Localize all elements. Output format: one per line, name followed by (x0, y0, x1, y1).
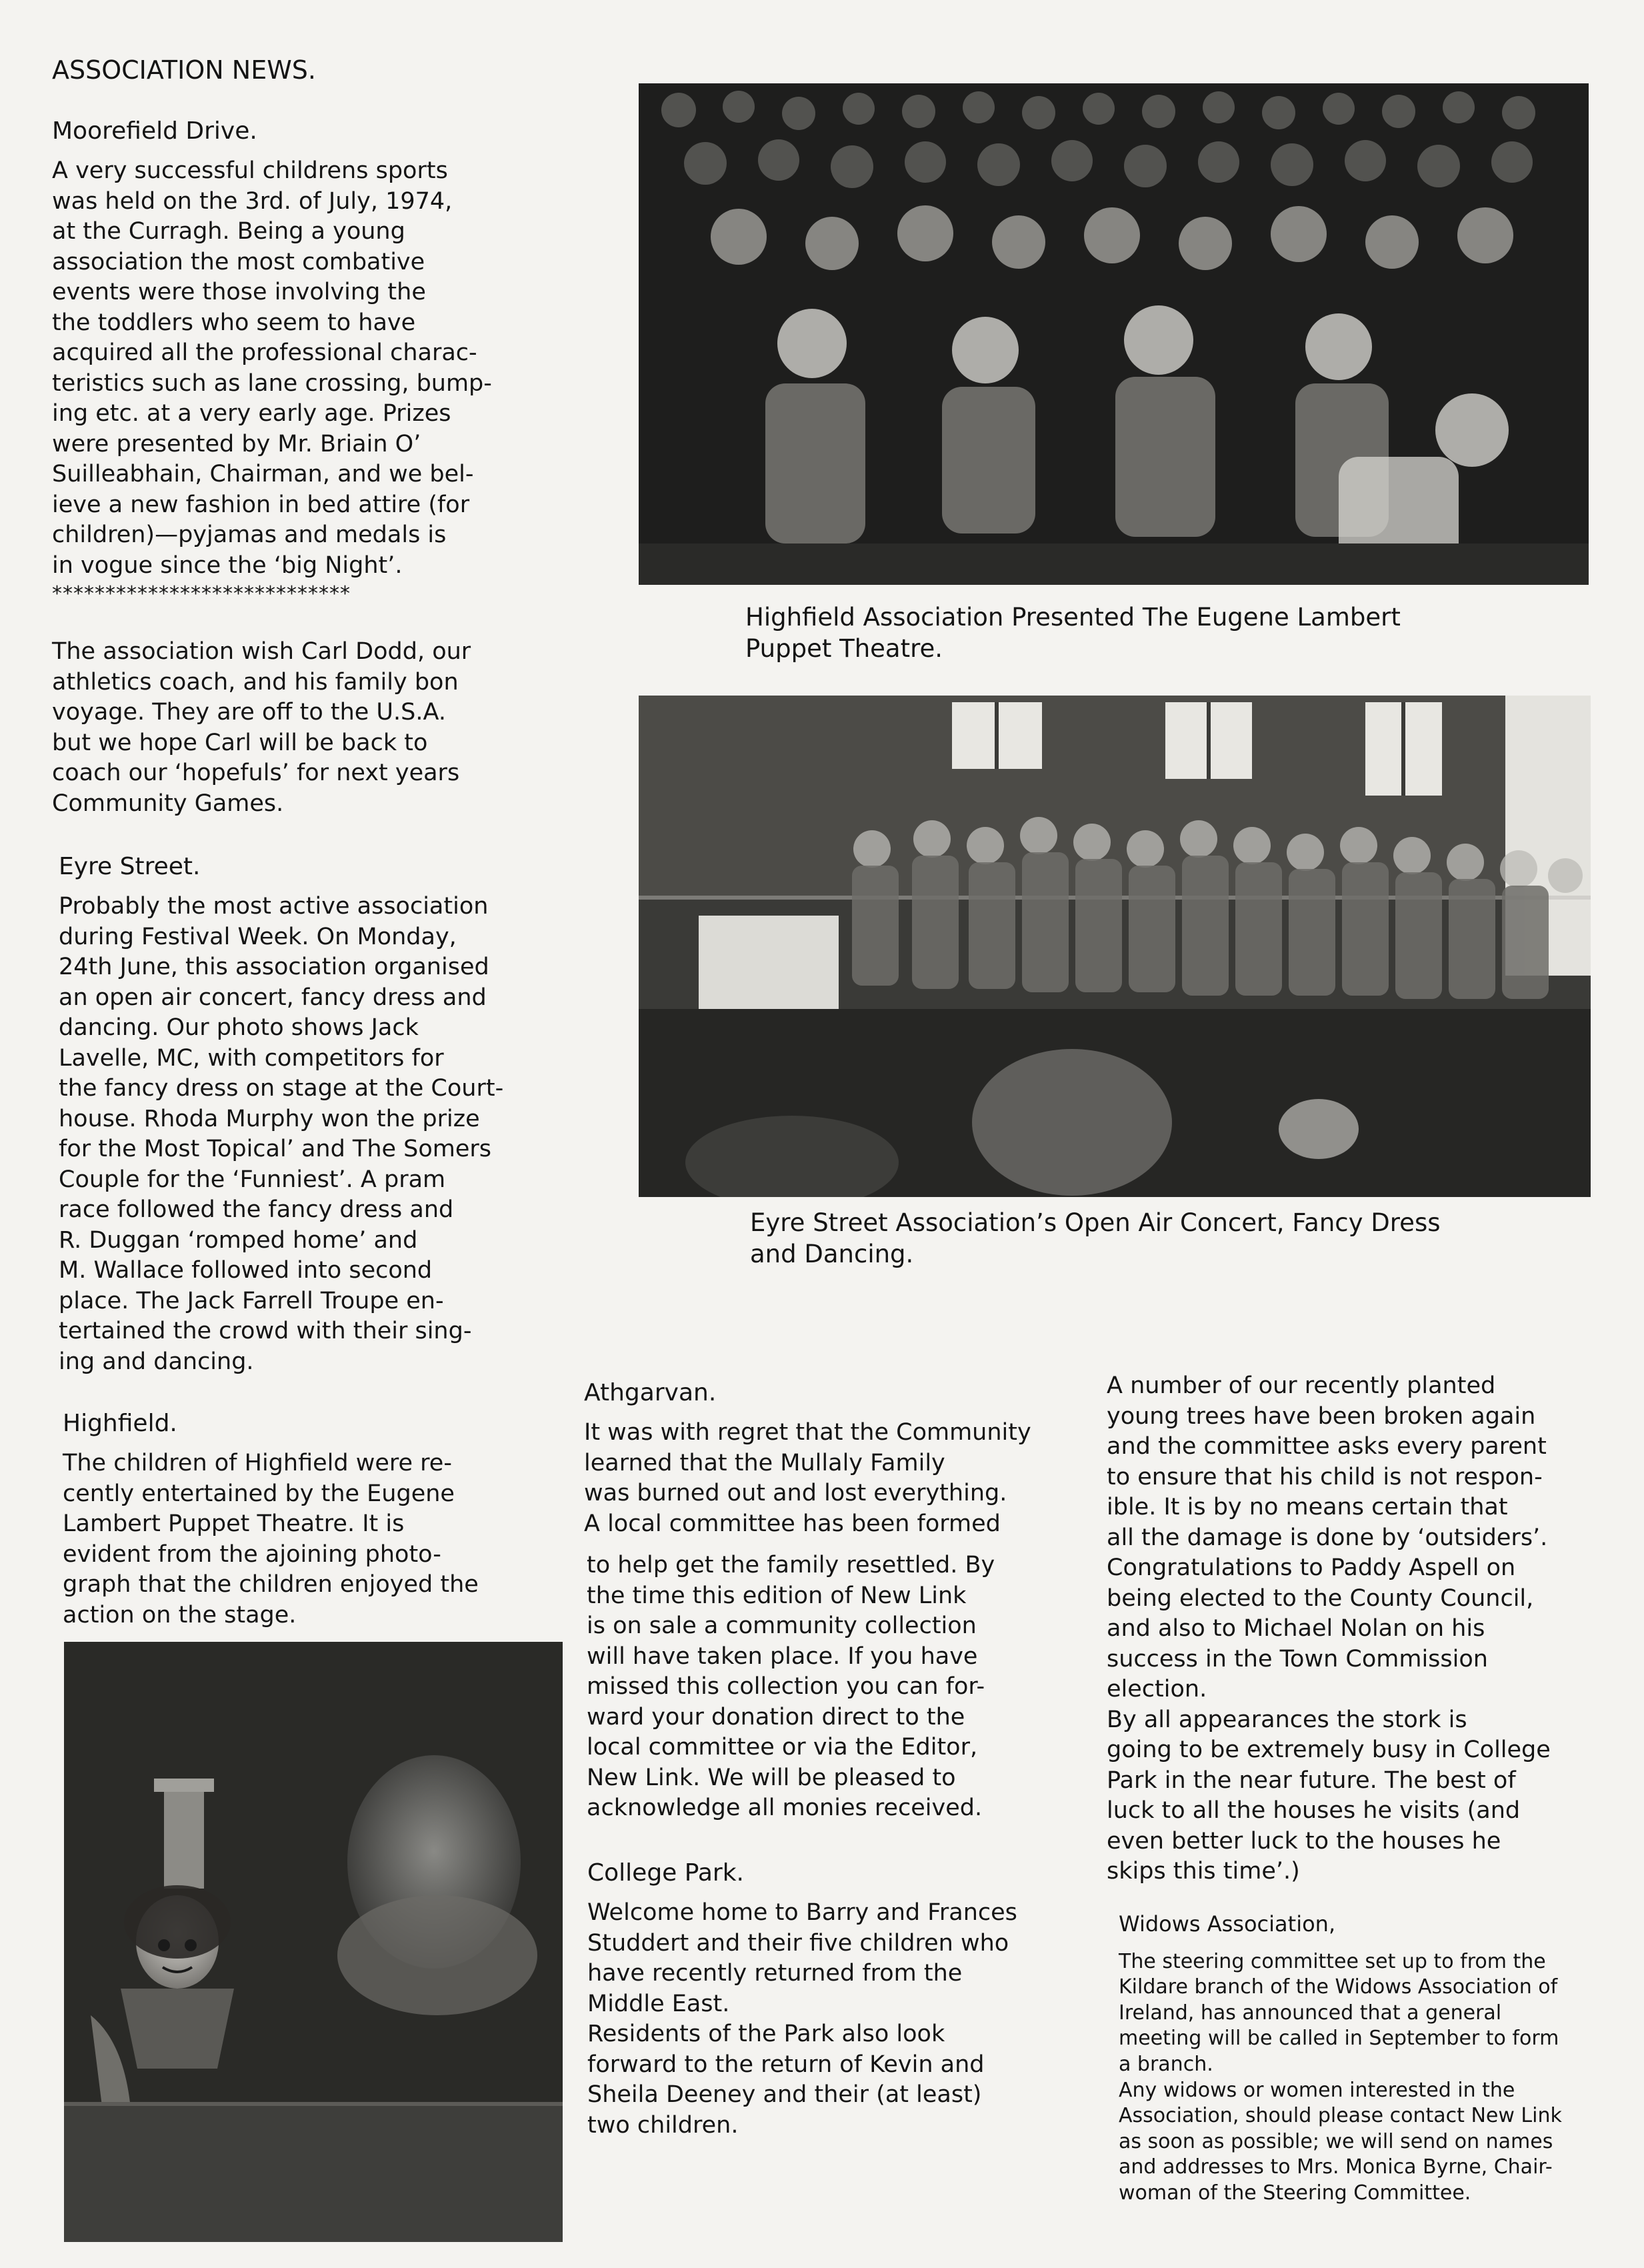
masthead-text: ASSOCIATION NEWS. (52, 55, 316, 85)
section-divider: **************************** (52, 582, 351, 606)
highfield-photo-caption: Highfield Association Presented The Eugene Lambert Puppet Theatre. (745, 603, 1401, 663)
moorefield-heading: Moorefield Drive. (52, 117, 257, 145)
athgarvan-section (584, 1378, 1104, 1539)
eyre-concert-image (639, 696, 1591, 1197)
moorefield-body: A very successful childrens sports was held on the 3rd. of July, 1974, at the Curragh. Being a young association the most combative events were those involving the the toddlers who seem to have acquired all the professional charac- teristics such as lane crossing, bump- ing etc. at a very early age. Prizes were presented by Mr. Briain O’ Suilleabhain, Chairman, and we bel- ieve a new fashion in bed attire (for children)—pyjamas and medals is in vogue since the ‘big Night’. (52, 157, 492, 579)
widows-heading: Widows Association, (1119, 1911, 1336, 1937)
moorefield-farewell (52, 637, 559, 819)
moorefield-section (52, 116, 559, 608)
college-park-section (587, 1858, 1107, 2141)
highfield-heading: Highfield. (63, 1410, 177, 1437)
athgarvan-heading: Athgarvan. (584, 1379, 717, 1406)
eyre-photo-caption: Eyre Street Association’s Open Air Concert, Fancy Dress and Dancing. (750, 1208, 1441, 1268)
widows-body: The steering committee set up to from the Kildare branch of the Widows Association of Ireland, has announced that a general meeting will be called in September to form a branch. Any widows or women interested in the Association, should please contact New Link as soon as possible; we will send on names and addresses to Mrs. Monica Byrne, Chair- woman of the Steering Committee. (1119, 1949, 1562, 2205)
college-park-heading: College Park. (587, 1859, 745, 1887)
eyre-concert-photo (639, 696, 1591, 1197)
puppet-photo (64, 1642, 563, 2242)
athgarvan-body-2: to help get the family resettled. By the time this edition of New Link is on sale a community collection will have taken place. If you have missed this collection you can for- ward your donation direct to the local committee or via the Editor, New Link. We will be pleased to acknowledge all monies received. (587, 1552, 995, 1821)
college-park-continued (1107, 1371, 1613, 1887)
widows-section (1119, 1911, 1625, 2207)
masthead (52, 55, 519, 85)
farewell-body: The association wish Carl Dodd, our athletics coach, and his family bon voyage. They are off to the U.S.A. but we hope Carl will be back to coach our ‘hopefuls’ for next years Community Games. (52, 638, 471, 817)
athgarvan-continued (587, 1550, 1107, 1824)
eyre-body: Probably the most active association during Festival Week. On Monday, 24th June, this association organised an open air concert, fancy dress and dancing. Our photo shows Jack Lavelle, MC, with competitors for the fancy dress on stage at the Court- house. Rhoda Murphy won the prize for the Most Topical’ and The Somers Couple for the ‘Funniest’. A pram race followed the fancy dress and R. Duggan ‘romped home’ and M. Wallace followed into second place. The Jack Farrell Troupe en- tertained the crowd with their sing- ing and dancing. (59, 893, 504, 1375)
highfield-audience-photo (639, 83, 1589, 585)
eyre-heading: Eyre Street. (59, 853, 201, 880)
athgarvan-body-1: It was with regret that the Community learned that the Mullaly Family was burned out and lost everything. A local committee has been formed (584, 1419, 1031, 1537)
college-park-continued-body: A number of our recently planted young trees have been broken again and the committee asks every parent to ensure that his child is not respon- ible. It is by no means certain that all the damage is done by ‘outsiders’. Congratulations to Paddy Aspell on being elected to the County Council, and also to Michael Nolan on his success in the Town Commission election. By all appearances the stork is going to be extremely busy in College Park in the near future. The best of luck to all the houses he visits (and even better luck to the houses he skips this time’.) (1107, 1372, 1551, 1885)
highfield-body: The children of Highfield were re- cently entertained by the Eugene Lambert Puppet Theatre. It is evident from the ajoining photo- graph that the children enjoyed the action on the stage. (63, 1450, 479, 1628)
eyre-section (59, 852, 565, 1377)
highfield-audience-image (639, 83, 1589, 585)
college-park-body: Welcome home to Barry and Frances Studdert and their five children who have recently returned from the Middle East. Residents of the Park also look forward to the return of Kevin and Sheila Deeney and their (at least) two children. (587, 1899, 1017, 2139)
highfield-section (63, 1408, 569, 1630)
puppet-photo-image (64, 1642, 563, 2242)
